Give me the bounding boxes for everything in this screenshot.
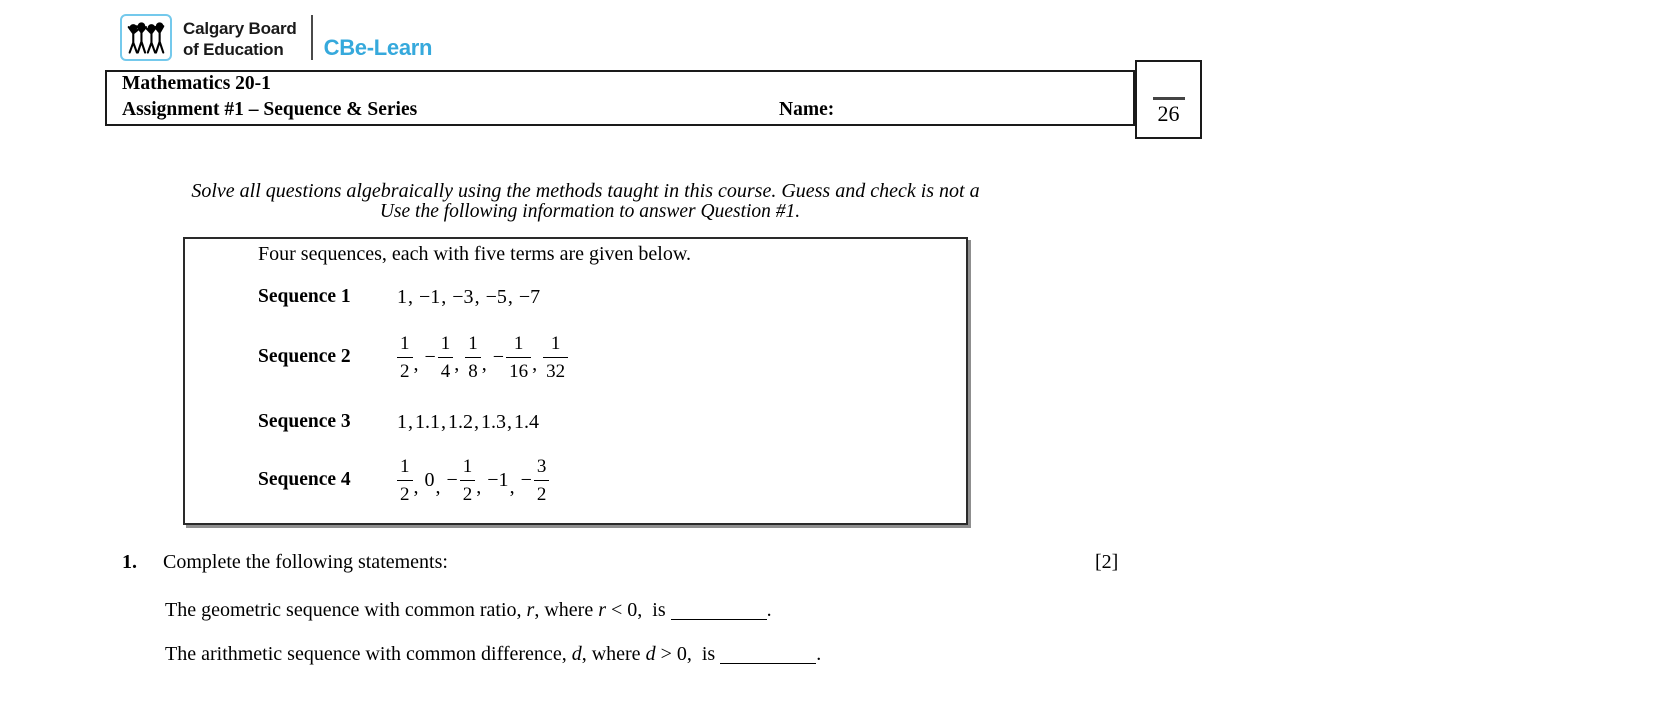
comma-separator: , bbox=[454, 352, 460, 375]
statement-text: < 0, is bbox=[606, 599, 671, 621]
sequence-row bbox=[258, 332, 568, 382]
sequence-label: Sequence 1 bbox=[258, 286, 351, 307]
fraction-denominator: 2 bbox=[534, 480, 550, 504]
term: 1 bbox=[397, 285, 407, 308]
comma-separator: , bbox=[413, 352, 419, 375]
fraction-numerator: 3 bbox=[536, 455, 547, 477]
minus-sign: − bbox=[492, 345, 505, 368]
term: −1 bbox=[419, 285, 441, 308]
logo-divider bbox=[311, 15, 313, 60]
term: −5 bbox=[485, 285, 507, 308]
term: 1.3 bbox=[481, 410, 506, 433]
comma-separator: , bbox=[408, 285, 413, 308]
sequence-row bbox=[258, 409, 539, 435]
term: 1.4 bbox=[514, 410, 539, 433]
question-number: 1. bbox=[122, 551, 137, 573]
statement-text: The arithmetic sequence with common difference, bbox=[165, 643, 572, 665]
fraction-denominator: 2 bbox=[460, 480, 476, 504]
fraction-numerator: 1 bbox=[440, 332, 451, 354]
sequence-label: Sequence 4 bbox=[258, 469, 351, 490]
statement bbox=[165, 597, 821, 623]
instructions-line1: Solve all questions algebraically using the methods taught in this course. Guess and check is not a bbox=[191, 180, 980, 202]
course-title: Mathematics 20-1 bbox=[122, 73, 271, 94]
math-variable: d bbox=[645, 643, 656, 665]
sequence-label: Sequence 3 bbox=[258, 411, 351, 432]
fraction-denominator: 2 bbox=[397, 357, 413, 381]
fraction-numerator: 1 bbox=[468, 332, 478, 354]
sequence-terms bbox=[397, 334, 568, 381]
statement-text: The geometric sequence with common ratio, bbox=[165, 599, 527, 621]
fraction-denominator: 8 bbox=[465, 357, 481, 381]
answer-blank bbox=[671, 605, 767, 620]
fraction bbox=[465, 334, 481, 381]
comma-separator: , bbox=[507, 285, 513, 308]
math-variable: r bbox=[598, 599, 606, 621]
fraction bbox=[506, 334, 531, 381]
comma-separator: , bbox=[509, 475, 515, 498]
fraction-numerator: 1 bbox=[400, 332, 410, 354]
term: −1 bbox=[487, 468, 509, 491]
term: 0 bbox=[424, 468, 435, 491]
fraction-numerator: 1 bbox=[513, 332, 524, 354]
term: 1.2 bbox=[448, 410, 473, 433]
logo-org-name bbox=[183, 14, 297, 60]
comma-separator: , bbox=[507, 410, 512, 433]
fraction bbox=[397, 334, 413, 381]
statement-text: , where bbox=[581, 643, 646, 665]
fraction-denominator: 4 bbox=[438, 357, 454, 381]
people-group-icon bbox=[126, 20, 166, 56]
comma-separator: , bbox=[413, 475, 419, 498]
comma-separator: , bbox=[474, 285, 480, 308]
minus-sign: − bbox=[424, 345, 436, 368]
fraction-numerator: 1 bbox=[400, 455, 410, 477]
comma-separator: , bbox=[408, 410, 413, 433]
statement-text: > 0, is bbox=[655, 643, 721, 665]
statement-text: . bbox=[766, 599, 772, 621]
sequence-box-intro: Four sequences, each with five terms are given below. bbox=[258, 243, 691, 265]
sequence-terms bbox=[397, 457, 549, 504]
fraction-denominator: 16 bbox=[506, 357, 531, 381]
logo-org-line2: of Education bbox=[183, 39, 284, 59]
math-variable: r bbox=[526, 599, 535, 621]
comma-separator: , bbox=[441, 410, 446, 433]
math-variable: d bbox=[571, 643, 582, 665]
statement-text: , where bbox=[534, 599, 599, 621]
comma-separator: , bbox=[532, 352, 538, 375]
answer-blank bbox=[720, 649, 816, 664]
comma-separator: , bbox=[435, 475, 441, 498]
sequence-box bbox=[183, 237, 968, 525]
sequence-row bbox=[258, 284, 540, 310]
calgary-board-logo-box bbox=[120, 14, 172, 61]
comma-separator: , bbox=[474, 410, 479, 433]
fraction bbox=[534, 457, 550, 504]
logo bbox=[120, 14, 432, 61]
fraction bbox=[543, 334, 568, 381]
fraction bbox=[438, 334, 454, 381]
sequence-terms bbox=[397, 286, 540, 309]
fraction-denominator: 32 bbox=[543, 357, 568, 381]
term: −7 bbox=[518, 285, 541, 308]
name-label: Name: bbox=[779, 99, 835, 120]
comma-separator: , bbox=[441, 285, 447, 308]
score-blank-line bbox=[1153, 97, 1185, 100]
question-statements bbox=[165, 597, 821, 667]
minus-sign: − bbox=[446, 468, 458, 491]
statement-text: . bbox=[816, 643, 822, 665]
minus-sign: − bbox=[520, 468, 532, 491]
fraction bbox=[460, 457, 476, 504]
sequence-terms bbox=[397, 411, 539, 434]
logo-org-line1: Calgary Board bbox=[183, 19, 297, 38]
question-marks: [2] bbox=[1095, 551, 1119, 573]
statement bbox=[165, 641, 821, 667]
fraction-denominator: 2 bbox=[397, 480, 413, 504]
term: −3 bbox=[452, 285, 474, 308]
assignment-title: Assignment #1 – Sequence & Series bbox=[122, 99, 418, 120]
fraction-numerator: 1 bbox=[550, 332, 561, 354]
sequence-row bbox=[258, 455, 549, 505]
score-box bbox=[1135, 60, 1202, 139]
comma-separator: , bbox=[481, 352, 487, 375]
term: 1.1 bbox=[415, 410, 440, 433]
info-caption: Use the following information to answer Question #1. bbox=[379, 201, 801, 222]
sequence-label: Sequence 2 bbox=[258, 346, 351, 367]
cbe-learn-wordmark: CBe-Learn bbox=[323, 35, 433, 60]
fraction bbox=[397, 457, 413, 504]
assignment-header-box bbox=[105, 70, 1135, 126]
question-prompt: Complete the following statements: bbox=[163, 551, 448, 573]
comma-separator: , bbox=[476, 475, 482, 498]
fraction-numerator: 1 bbox=[462, 455, 473, 477]
term: 1 bbox=[397, 410, 407, 433]
score-total: 26 bbox=[1157, 100, 1180, 126]
